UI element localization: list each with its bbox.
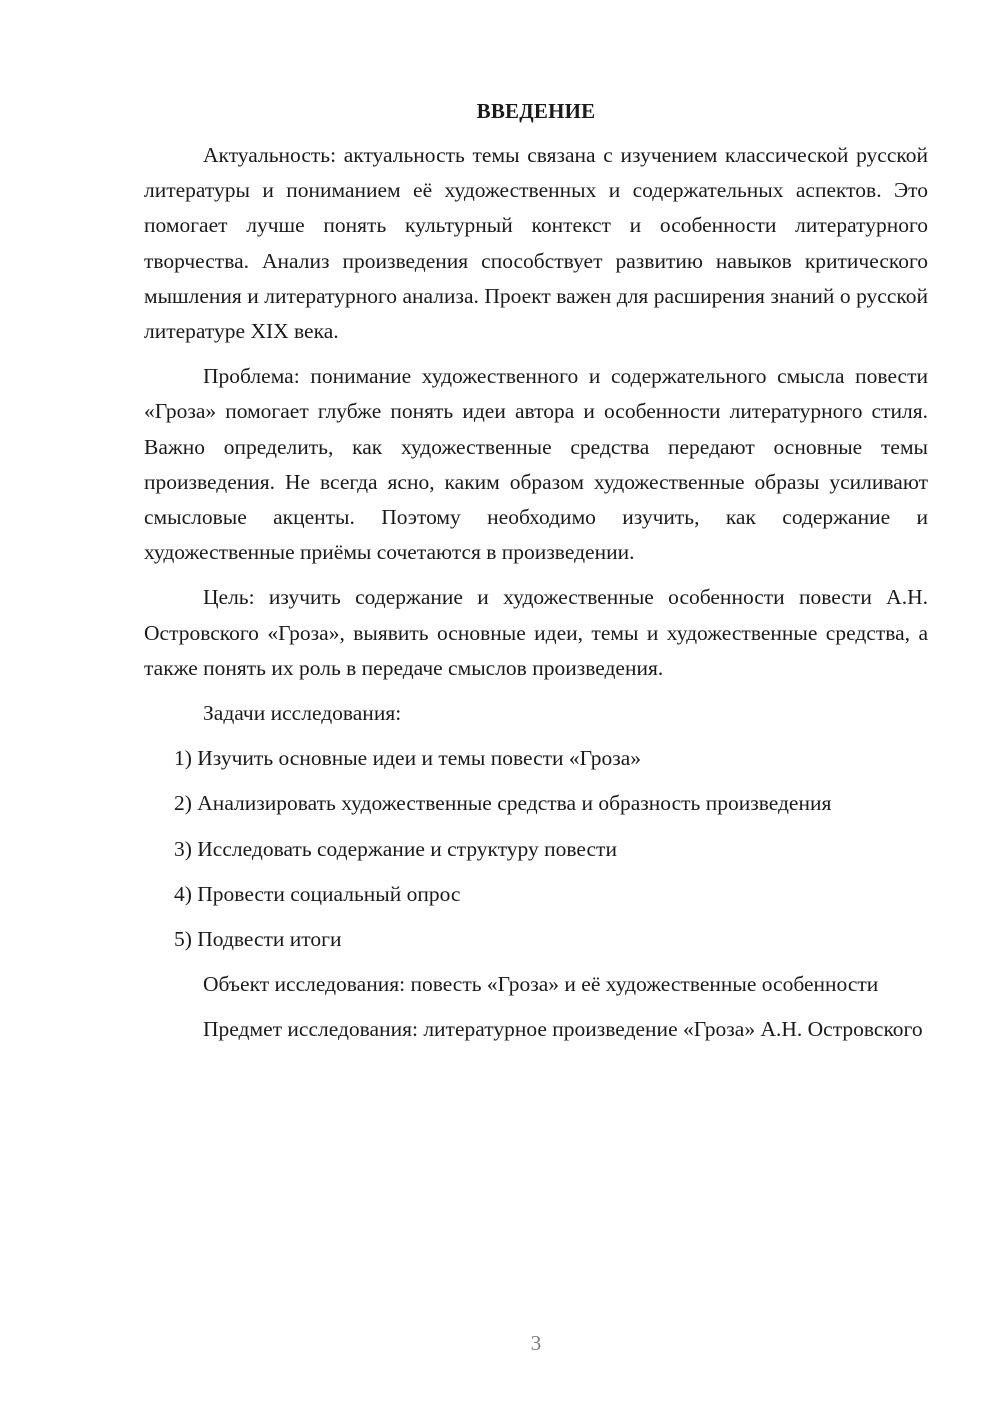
tasks-title: Задачи исследования: [203, 701, 402, 726]
goal-paragraph: Цель: изучить содержание и художественные особенности повести А.Н. Островского «Гроза», выявить основные идеи, темы и художественные средства, а также понять их роль в передаче смыслов произведения. [144, 585, 928, 680]
task-item-3: 3) Исследовать содержание и структуру повести [174, 836, 617, 861]
task-item-2: 2) Анализировать художественные средства и образность произведения [174, 791, 832, 816]
research-subject-paragraph: Предмет исследования: литературное произведение «Гроза» А.Н. Островского [203, 1017, 923, 1042]
section-heading: ВВЕДЕНИЕ [476, 99, 596, 123]
research-object-paragraph: Объект исследования: повесть «Гроза» и её художественные особенности [203, 972, 879, 997]
problem-paragraph: Проблема: понимание художественного и содержательного смысла повести «Гроза» помогает глубже понять идеи автора и особенности литературного стиля. Важно определить, как художественные средства передают основные темы произведения. Не всегда ясно, каким образом художественные образы усиливают смысловые акценты. Поэтому необходимо изучить, как содержание и художественные приёмы сочетаются в произведении. [144, 364, 928, 565]
task-item-1: 1) Изучить основные идеи и темы повести «Гроза» [174, 746, 642, 771]
page-number: 3 [530, 1331, 542, 1355]
task-item-4: 4) Провести социальный опрос [174, 881, 461, 906]
relevance-paragraph: Актуальность: актуальность темы связана с изучением классической русской литературы и пониманием её художественных и содержательных аспектов. Это помогает лучше понять культурный контекст и особенности литературного творчества. Анализ произведения способствует развитию навыков критического мышления и литературного анализа. Проект важен для расширения знаний о русской литературе XIX века. [144, 143, 928, 344]
document-page [144, 96, 928, 1058]
task-item-5: 5) Подвести итоги [174, 927, 342, 952]
